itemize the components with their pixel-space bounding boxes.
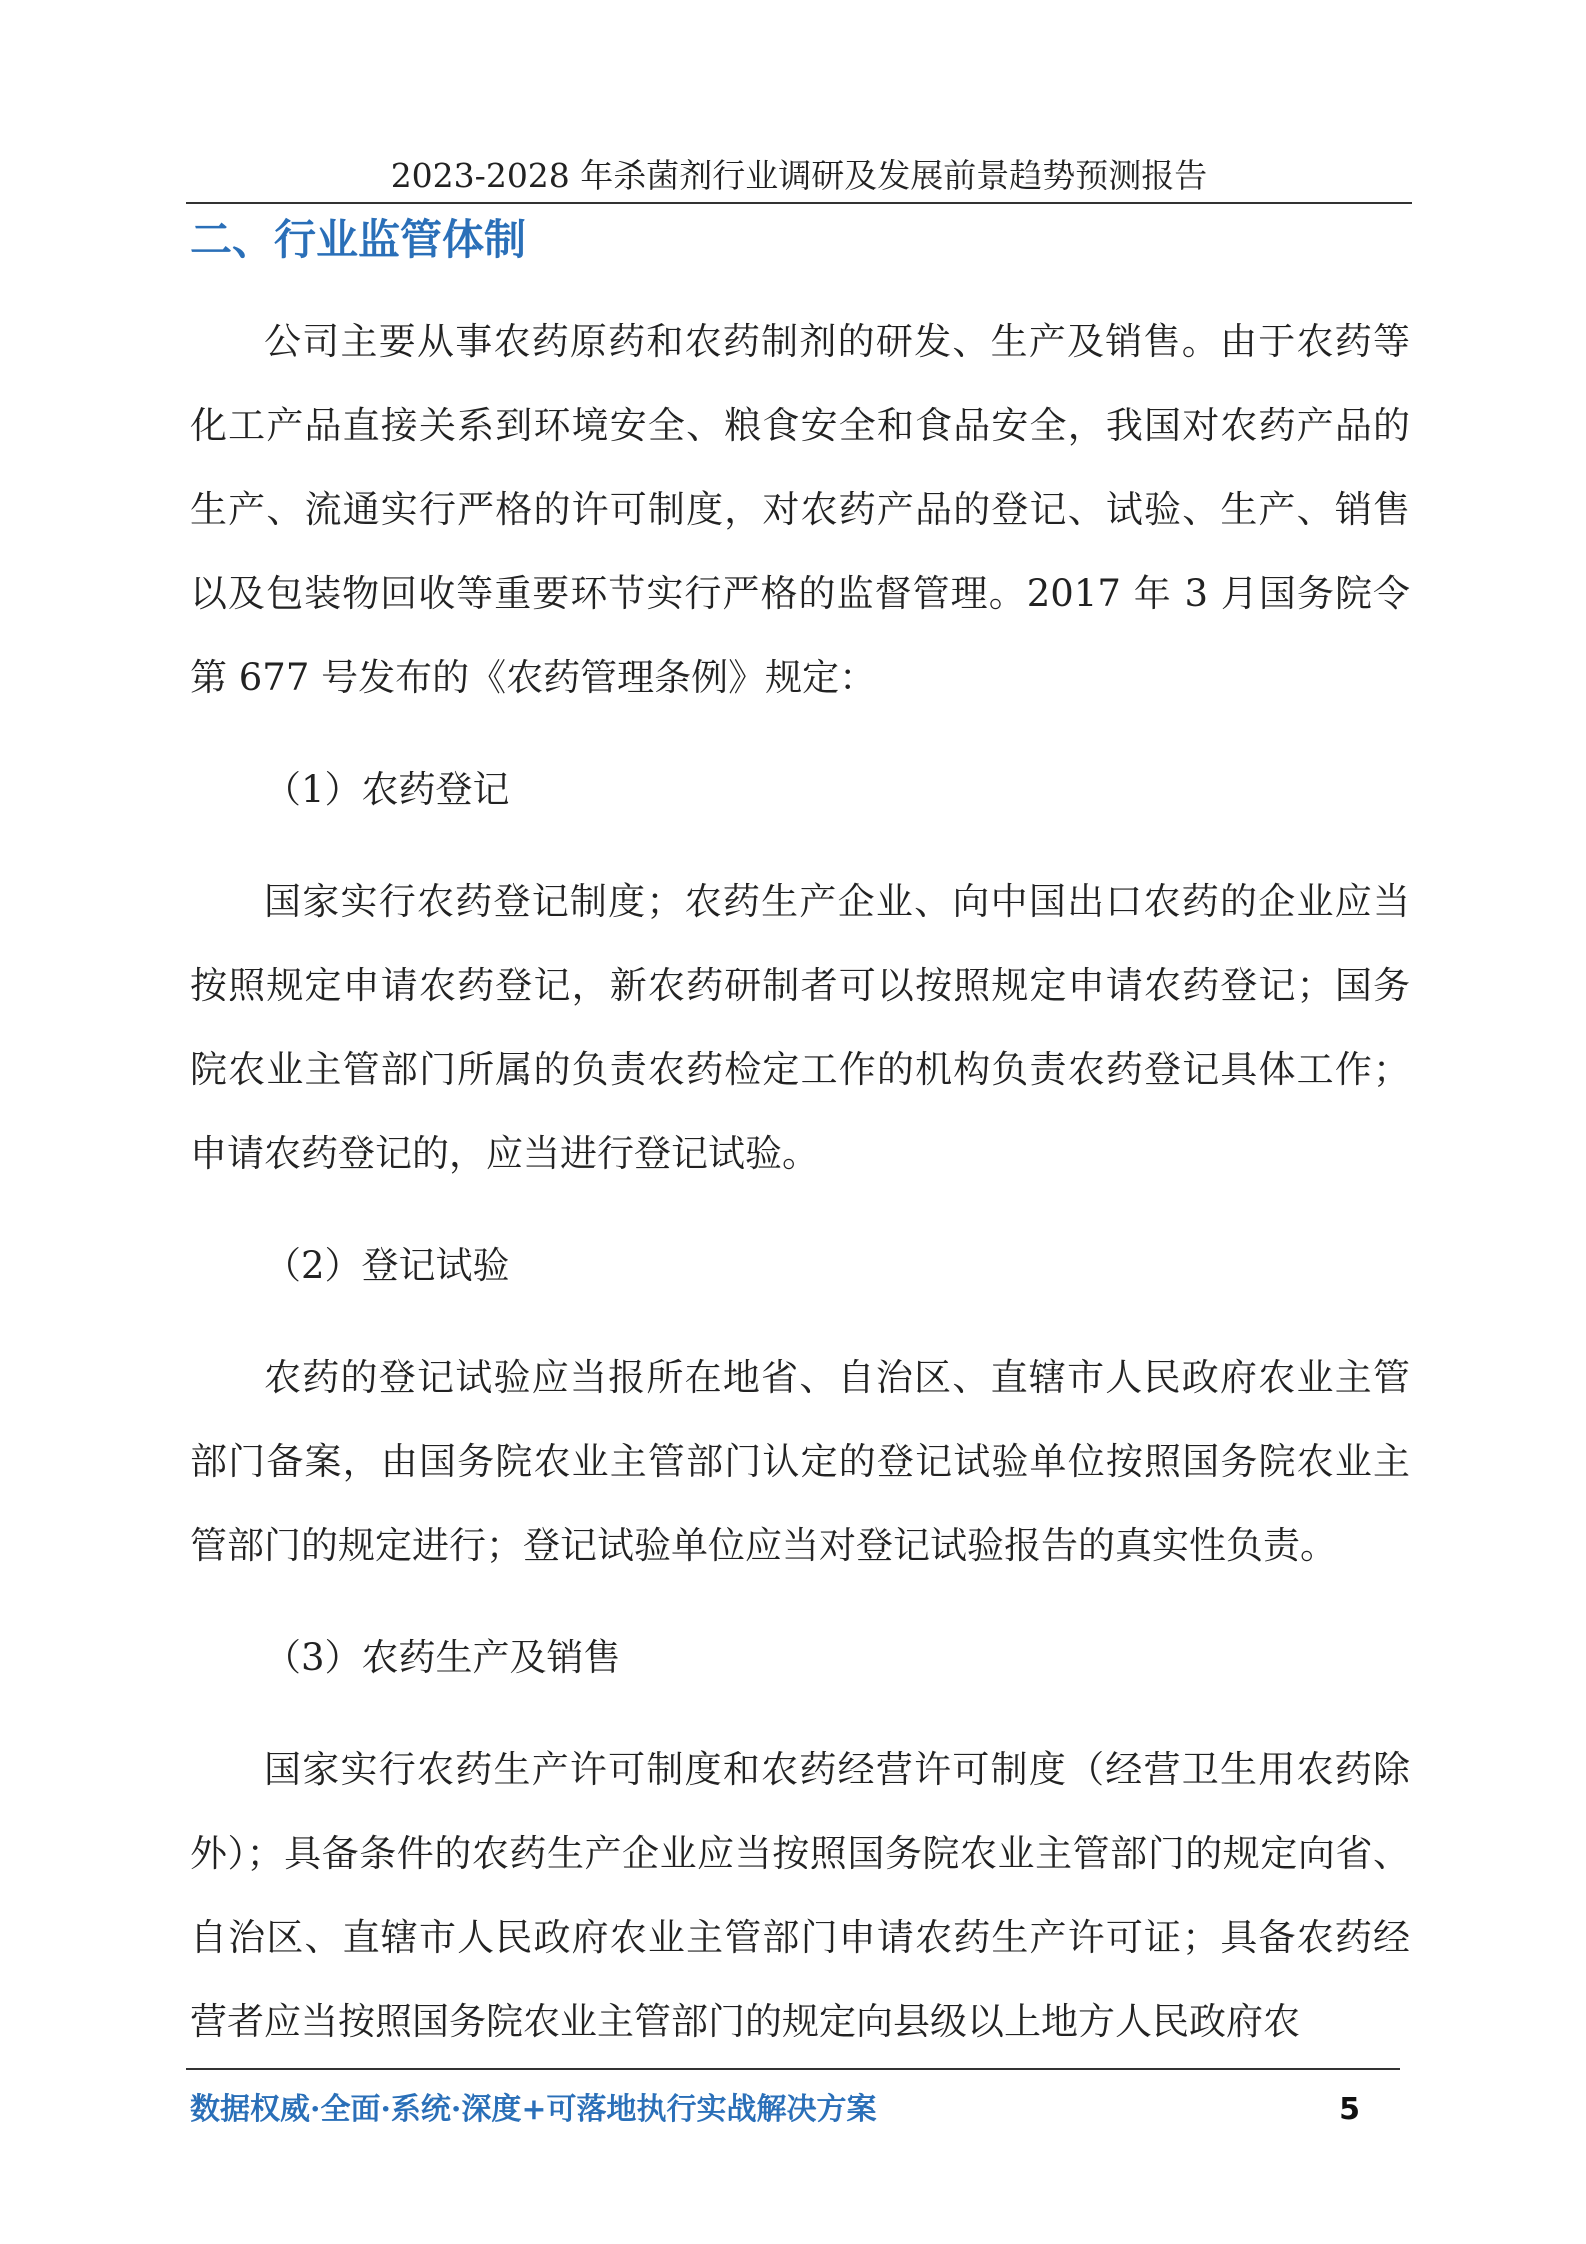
page-number: 5	[1339, 2092, 1360, 2127]
item-paragraph-pesticide-registration: 国家实行农药登记制度；农药生产企业、向中国出口农药的企业应当按照规定申请农药登记，新农药研制者可以按照规定申请农药登记；国务院农业主管部门所属的负责农药检定工作的机构负责农药登记具体工作；申请农药登记的，应当进行登记试验。	[190, 880, 1410, 1175]
item-paragraph-registration-test: 农药的登记试验应当报所在地省、自治区、直辖市人民政府农业主管部门备案，由国务院农业主管部门认定的登记试验单位按照国务院农业主管部门的规定进行；登记试验单位应当对登记试验报告的真实性负责。	[190, 1356, 1410, 1567]
item-heading-production-sales: （3）农药生产及销售	[264, 1636, 621, 1679]
item-heading-pesticide-registration: （1）农药登记	[264, 768, 510, 811]
intro-paragraph: 公司主要从事农药原药和农药制剂的研发、生产及销售。由于农药等化工产品直接关系到环境安全、粮食安全和食品安全，我国对农药产品的生产、流通实行严格的许可制度，对农药产品的登记、试验、生产、销售以及包装物回收等重要环节实行严格的监督管理。2017 年 3 月国务院令第 677 号发布的《农药管理条例》规定：	[190, 320, 1410, 699]
item-paragraph-production-sales: 国家实行农药生产许可制度和农药经营许可制度（经营卫生用农药除外）；具备条件的农药生产企业应当按照国务院农业主管部门的规定向省、自治区、直辖市人民政府农业主管部门申请农药生产许可证；具备农药经营者应当按照国务院农业主管部门的规定向县级以上地方人民政府农	[190, 1748, 1410, 2043]
section-heading: 二、行业监管体制	[190, 215, 527, 264]
footer-divider	[186, 2068, 1400, 2070]
document-body	[190, 300, 1410, 2060]
page-header-title: 2023-2028 年杀菌剂行业调研及发展前景趋势预测报告	[186, 150, 1412, 204]
item-heading-registration-test: （2）登记试验	[264, 1244, 510, 1287]
footer-slogan: 数据权威·全面·系统·深度+可落地执行实战解决方案	[190, 2092, 877, 2127]
